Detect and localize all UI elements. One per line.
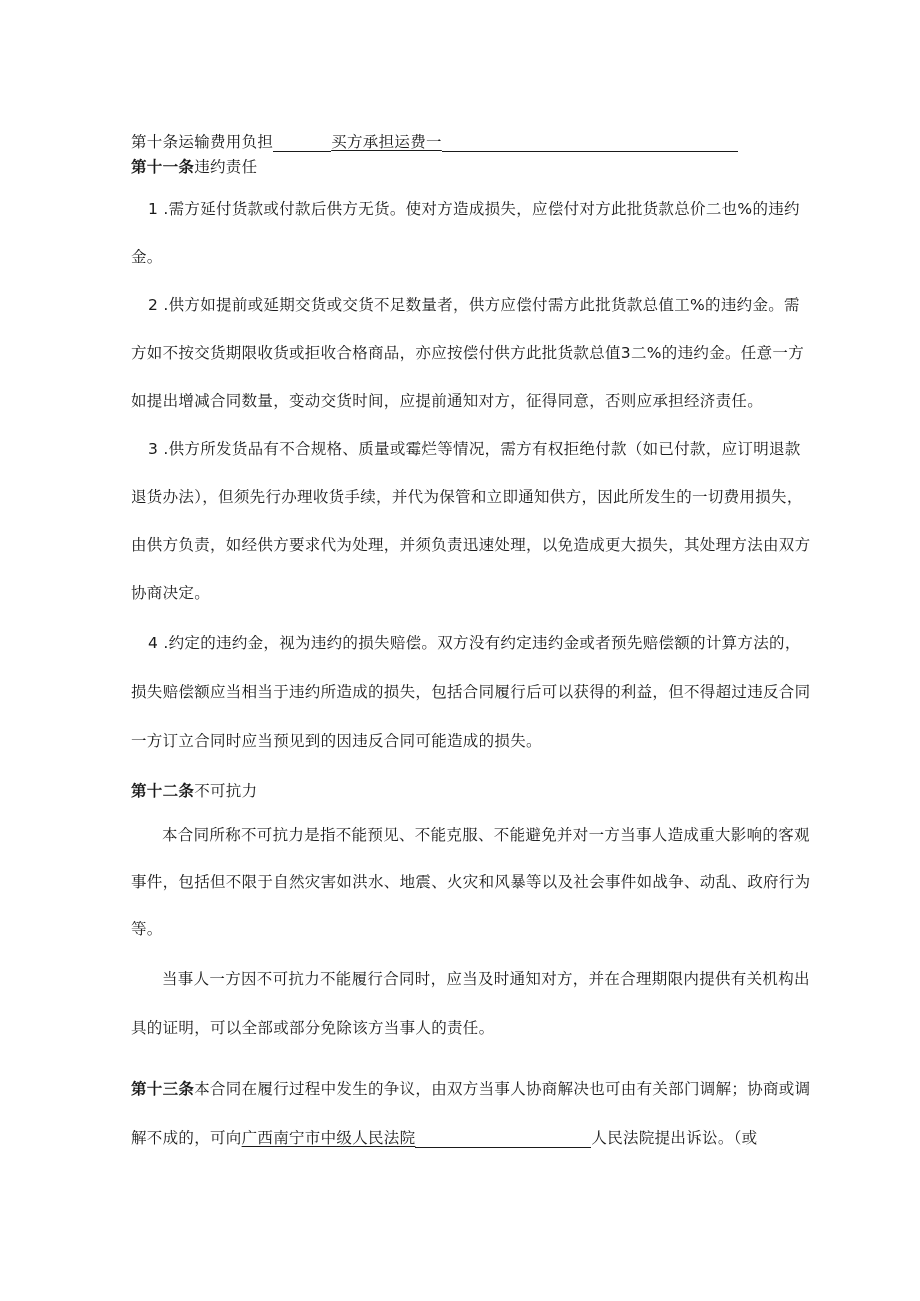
- article-11-p3-line4: 协商决定。: [131, 584, 211, 602]
- article-11-p3-line3: 由供方负责，如经供方要求代为处理，并须负责迅速处理，以免造成更大损失，其处理方法由双方: [131, 536, 811, 554]
- article-11-p1-line1: 1 .需方延付货款或付款后供方无货。使对方造成损失，应偿付对方此批货款总价二也%的违约: [148, 200, 800, 218]
- article-11-label: 第十一条: [131, 158, 195, 176]
- article-13-label: 第十三条: [131, 1080, 195, 1098]
- article-11-p4-line3: 一方订立合同时应当预见到的因违反合同可能造成的损失。: [131, 732, 542, 750]
- blank-underline: [442, 134, 738, 152]
- article-12-p2-line1: 当事人一方因不可抗力不能履行合同时，应当及时通知对方，并在合理期限内提供有关机构出: [162, 970, 810, 988]
- article-11-p4-line1: 4 .约定的违约金，视为违约的损失赔偿。双方没有约定违约金或者预先赔偿额的计算方法的，: [148, 634, 801, 652]
- article-12-label: 第十二条: [131, 782, 195, 800]
- article-13-text: 本合同在履行过程中发生的争议，由双方当事人协商解决也可由有关部门调解；协商或调: [194, 1080, 811, 1098]
- article-11-p1-line2: 金。: [131, 248, 163, 266]
- article-11-p2-line1: 2 .供方如提前或延期交货或交货不足数量者，供方应偿付需方此批货款总值工%的违约金。需: [148, 296, 800, 314]
- article-10-filler: 买方承担运费一: [331, 133, 442, 151]
- article-11-heading: [131, 155, 257, 177]
- article-11-p4-line2: 损失赔偿额应当相当于违约所造成的损失，包括合同履行后可以获得的利益，但不得超过违反合同: [131, 683, 811, 701]
- blank-underline: [273, 134, 331, 152]
- article-12-p1-line2: 事件，包括但不限于自然灾害如洪水、地震、火灾和风暴等以及社会事件如战争、动乱、政府行为: [131, 873, 811, 891]
- article-10-line: [131, 130, 738, 152]
- article-12-p1-line1: 本合同所称不可抗力是指不能预见、不能克服、不能避免并对一方当事人造成重大影响的客观: [162, 826, 810, 844]
- article-11-p3-line2: 退货办法），但须先行办理收货手续，并代为保管和立即通知供方，因此所发生的一切费用损失，: [131, 488, 803, 506]
- article-10-label: 第十条运输费用负担: [131, 133, 274, 151]
- article-13-line2-pre: 解不成的，可向: [131, 1129, 242, 1147]
- blank-underline: [415, 1130, 591, 1148]
- article-11-p2-line2: 方如不按交货期限收货或拒收合格商品，亦应按偿付供方此批货款总值3二%的违约金。任意一方: [131, 344, 804, 362]
- article-11-title: 违约责任: [194, 158, 258, 176]
- court-name: 广西南宁市中级人民法院: [241, 1129, 416, 1147]
- article-12-p2-line2: 具的证明，可以全部或部分免除该方当事人的责任。: [131, 1019, 495, 1037]
- article-13-line1: [131, 1077, 810, 1099]
- article-12-title: 不可抗力: [194, 782, 258, 800]
- article-12-heading: [131, 779, 257, 801]
- article-11-p3-line1: 3 .供方所发货品有不合规格、质量或霉烂等情况，需方有权拒绝付款（如已付款，应订明退款: [148, 440, 801, 458]
- article-11-p2-line3: 如提出增减合同数量，变动交货时间，应提前通知对方，征得同意，否则应承担经济责任。: [131, 392, 764, 410]
- article-13-line2: [131, 1126, 757, 1148]
- article-13-line2-post: 人民法院提出诉讼。（或: [591, 1129, 758, 1147]
- article-12-p1-line3: 等。: [131, 920, 163, 938]
